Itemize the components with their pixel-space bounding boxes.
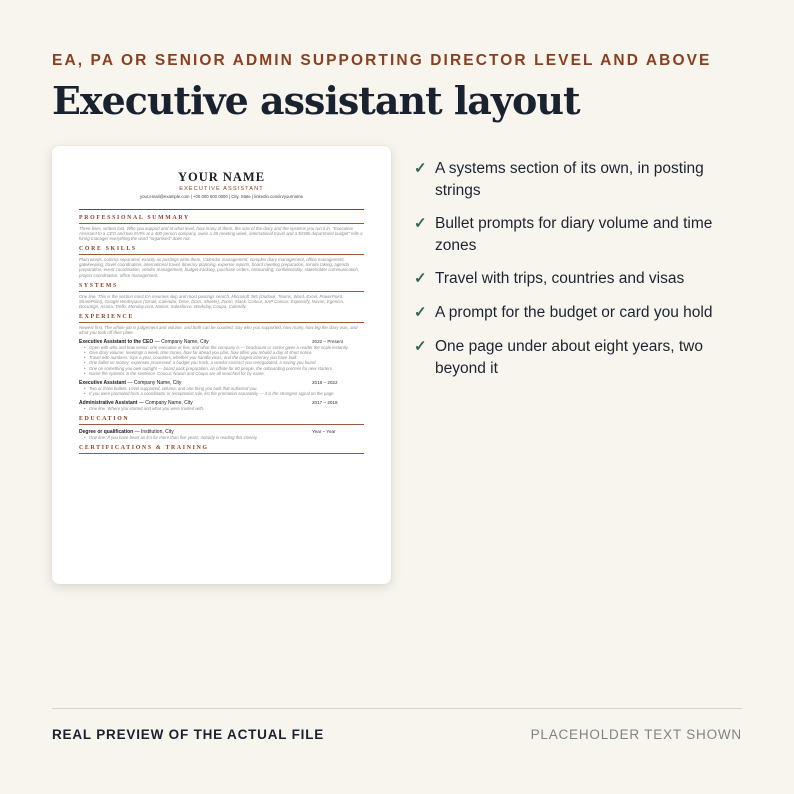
- section-divider: [79, 424, 364, 425]
- list-item: • Travel with numbers: trips a year, countries, whether you handle visas, and the largest itinerary you have built.: [85, 355, 364, 360]
- education-dates: Year – Year: [312, 428, 336, 434]
- check-icon: ✓: [414, 304, 427, 321]
- kicker-text: EA, PA OR SENIOR ADMIN SUPPORTING DIRECTOR LEVEL AND ABOVE: [52, 52, 712, 69]
- resume-contact: your.email@example.com | +00 000 000 0000 | City, State | linkedin.com/in/yourname: [139, 194, 303, 199]
- feature-text: A systems section of its own, in posting strings: [435, 160, 704, 199]
- job-title: Executive Assistant to the CEO: [79, 339, 154, 346]
- skills-heading: CORE SKILLS: [79, 246, 137, 253]
- section-divider: [79, 322, 364, 323]
- job-company: Company Name, City: [133, 379, 182, 386]
- list-item: • One line. Where you started and what you were trusted with.: [85, 406, 364, 411]
- job-header: Executive Assistant — Company Name, City 2018 – 2022: [79, 380, 364, 386]
- job-header: Executive Assistant to the CEO — Company Name, City 2022 – Present: [79, 339, 364, 345]
- job-header: Administrative Assistant — Company Name, City 2017 – 2018: [79, 400, 364, 406]
- list-item: • One on something you own outright — board pack preparation, an offsite for 60 people, the onboarding process for new starters.: [85, 366, 364, 371]
- feature-text: Bullet prompts for diary volume and time zones: [435, 215, 713, 254]
- list-item: • Give diary volume: meetings a week, time zones, how far ahead you plan, how often you rebuild a day at short notice.: [85, 350, 364, 355]
- check-icon: ✓: [414, 338, 427, 355]
- education-heading: EDUCATION: [79, 415, 130, 422]
- summary-text: Three lines, written last. Who you support and at what level, how many of them, the size of the diary and the systems you run it in. "Executive Assistant to a CEO and two SVPs at a 400-person company, owns a 30-meeting week, international travel and a $250k department budget" tells a hiring manager everything the word "organised" does not.: [79, 226, 363, 242]
- systems-text: One line. This is the section most EA resumes skip and most postings search. Microsoft 365 (Outlook, Teams, Word, Excel, PowerPoint, SharePoint), Google Workspace (Gmail, Calendar, Drive, Docs, Sheets), Zoom, Slack, Concur, SAP Concur, Expensify, Navan, Egencia, DocuSign, Asana, Trello, Monday.com, Notion, Salesforce, Workday, Coupa, Calendly.: [79, 293, 345, 309]
- experience-heading: EXPERIENCE: [79, 313, 135, 320]
- job-company: Company Name, City: [145, 399, 193, 406]
- section-divider: [79, 453, 364, 454]
- systems-heading: SYSTEMS: [79, 282, 118, 289]
- experience-intro: Newest first. The whole job is judgement and volume, and both can be counted. Say who you supported, how many, how big the diary was, and what you took off their plate.: [79, 324, 358, 336]
- list-item: • One line. If you have been an EA for more than five years, nobody is reading this closely.: [85, 435, 364, 440]
- job-company: Company Name, City: [161, 339, 209, 346]
- check-icon: ✓: [414, 215, 427, 232]
- list-item: • If you were promoted from a coordinator or receptionist role, list the promotion separately — it is the strongest signal on the page.: [85, 391, 364, 396]
- section-divider: [79, 291, 364, 292]
- summary-heading: PROFESSIONAL SUMMARY: [79, 215, 190, 221]
- feature-text: A prompt for the budget or card you hold: [435, 304, 713, 321]
- check-icon: ✓: [414, 160, 427, 177]
- job-dates: 2022 – Present: [312, 339, 344, 345]
- job-title: Executive Assistant: [79, 379, 127, 386]
- section-divider: [79, 223, 364, 224]
- section-divider: [79, 254, 364, 255]
- footer-divider: [52, 708, 742, 709]
- job-dates: 2018 – 2022: [312, 379, 338, 385]
- job-bullets: [85, 345, 364, 376]
- feature-item: [414, 213, 734, 256]
- footer-right-caption: PLACEHOLDER TEXT SHOWN: [530, 727, 742, 742]
- feature-text: Travel with trips, countries and visas: [435, 270, 685, 287]
- footer-left-caption: REAL PREVIEW OF THE ACTUAL FILE: [52, 727, 325, 742]
- education-header: Degree or qualification — Institution, City Year – Year: [79, 429, 364, 435]
- certifications-heading: CERTIFICATIONS & TRAINING: [79, 445, 209, 452]
- job-title: Administrative Assistant: [79, 399, 138, 406]
- feature-list: [414, 158, 734, 391]
- feature-item: [414, 302, 734, 324]
- feature-item: [414, 158, 734, 201]
- list-item: • Name the systems in the sentence. Concur, Navan and Coupa are all searched for by name.: [85, 371, 364, 376]
- feature-item: [414, 268, 734, 290]
- job-bullets: [85, 386, 364, 396]
- job-bullets: [85, 406, 364, 411]
- skills-text: Plain words, comma separated, exactly as postings write them. Calendar management, complex diary management, office management, gatekeeping, travel coordination, international travel, itinerary planning, expense reports, board meeting preparation, minute taking, agenda preparation, event coordination, vendor management, budget tracking, purchase orders, onboarding, confidentiality, stakeholder communication, project coordination, office management.: [79, 257, 360, 278]
- education-title: Degree or qualification: [79, 428, 134, 435]
- resume-document: [79, 170, 364, 456]
- resume-preview-card: [52, 146, 391, 584]
- check-icon: ✓: [414, 270, 427, 287]
- resume-name: YOUR NAME: [177, 170, 266, 184]
- education-institution: Institution, City: [140, 428, 174, 435]
- page-title: Executive assistant layout: [52, 78, 580, 123]
- education-bullets: [85, 435, 364, 440]
- list-item: • One bullet on money: expenses processed, a budget you track, a vendor contract you renegotiated, a saving you found.: [85, 360, 364, 365]
- job-dates: 2017 – 2018: [312, 399, 338, 405]
- feature-text: One page under about eight years, two beyond it: [435, 338, 703, 377]
- resume-role: EXECUTIVE ASSISTANT: [179, 186, 264, 192]
- list-item: • Two or three bullets. Level supported, volume, and one thing you built that outlasted you.: [85, 386, 364, 391]
- header-divider: [79, 209, 364, 210]
- list-item: • Open with who and how senior: one executive or five, and what the company is — headcount or sector gives a reader the scale instantly.: [85, 345, 364, 350]
- feature-item: [414, 336, 734, 379]
